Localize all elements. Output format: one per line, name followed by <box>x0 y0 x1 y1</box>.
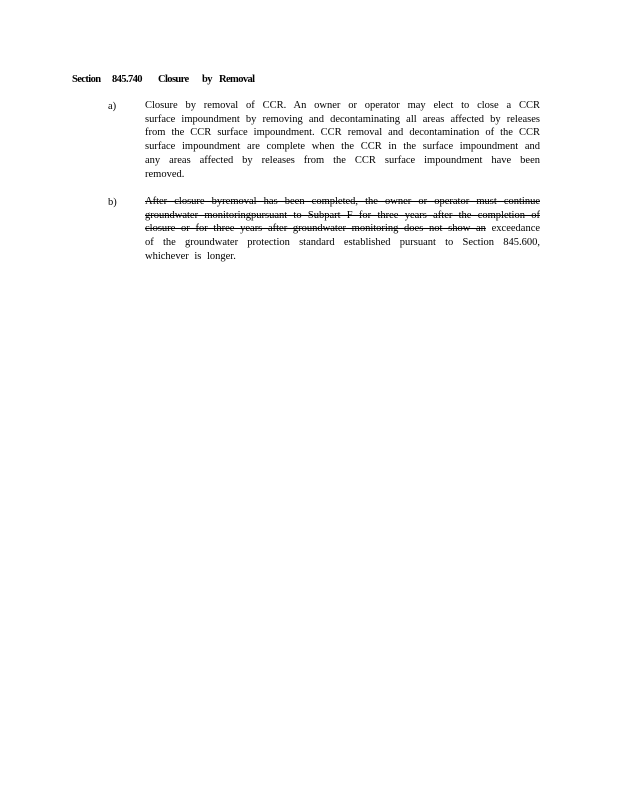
item-b-paragraph <box>145 195 540 264</box>
section-heading <box>72 74 254 85</box>
section-title-word-2: by <box>202 74 212 85</box>
item-a-text: Closure by removal of CCR. An owner or operator may elect to close a CCR surface impoundment by removing and decontaminating all areas affected by releases from the CCR surface impoundment. CCR removal and decontamination of the CCR surface impoundment are complete when the CCR in the surface impoundment and any areas affected by releases from the CCR surface impoundment have been removed. <box>145 100 540 180</box>
item-b-struck-text: After closure byremoval has been completed, the owner or operator must continue groundwater monitoringpursuant to Subpart F for three years after the completion of closure or for three years after groundwater monitoring does not show an <box>145 196 540 235</box>
section-label: Section <box>72 74 101 85</box>
section-number: 845.740 <box>112 74 142 85</box>
section-title-word-3: Removal <box>219 74 255 85</box>
item-b-label: b) <box>108 197 117 208</box>
item-b-text: exceedance of the groundwater protection standard established pursuant to Section 845.600, whichever is longer. <box>145 223 541 262</box>
item-a-label: a) <box>108 101 117 112</box>
section-title-word-1: Closure <box>158 74 189 85</box>
